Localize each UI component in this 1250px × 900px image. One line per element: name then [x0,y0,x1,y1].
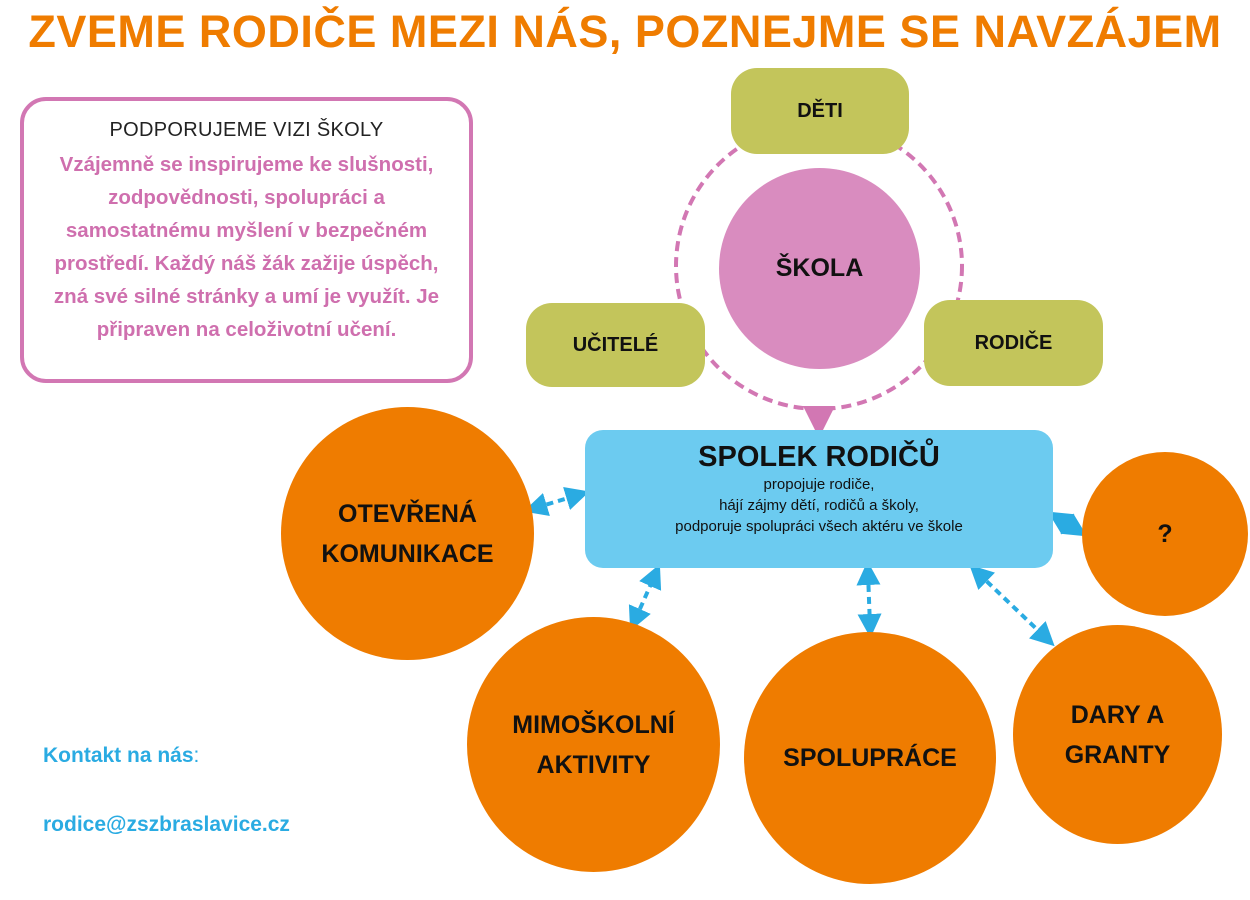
vision-text: Vzájemně se inspirujeme ke slušnosti, zodpovědnosti, spolupráci a samostatnému myšlení v bezpečném prostředí. Každý náš žák zažije úspěch, zná své silné stránky a umí je využít. Je připraven na celoživotní učení. [53,153,440,341]
circle-komunikace [281,407,534,660]
dary-line-1: DARY A [1070,700,1165,729]
spolek-line-3: podporuje spolupráci všech aktéru ve škole [675,518,963,535]
node-ucitele: UČITELÉ [526,303,705,387]
arrow-dary [978,573,1046,638]
komunikace-line-1: OTEVŘENÁ [338,499,477,528]
node-skola: ŠKOLA [719,168,920,369]
circle-spoluprace: SPOLUPRÁCE [744,632,996,884]
contact-label-colon: : [193,744,200,767]
arrow-spoluprace [868,573,870,626]
spolek-line-2: hájí zájmy dětí, rodičů a školy, [719,497,919,514]
circle-dary [1013,625,1222,844]
komunikace-line-2: KOMUNIKACE [321,539,494,568]
vision-box [20,97,473,383]
vision-heading: PODPORUJEME VIZI ŠKOLY [109,119,384,141]
spolek-title: SPOLEK RODIČŮ [698,441,940,473]
circle-aktivity [467,617,720,872]
circle-unknown: ? [1082,452,1248,616]
contact-label-text: Kontakt na nás [43,744,194,767]
arrow-aktivity [635,575,655,620]
spolek-line-1: propojuje rodiče, [763,476,875,493]
dary-line-2: GRANTY [1064,740,1171,769]
node-deti: DĚTI [731,68,909,154]
arrow-komunikace [535,495,578,508]
page-title: ZVEME RODIČE MEZI NÁS, POZNEJME SE NAVZÁJEM [28,6,1222,57]
spolek-box [585,430,1053,568]
contact-label [43,744,199,768]
contact-email-link[interactable]: rodice@zszbraslavice.cz [43,813,290,836]
node-rodice: RODIČE [924,300,1103,386]
arrow-unknown [1058,518,1077,530]
aktivity-line-1: MIMOŠKOLNÍ [512,710,675,739]
aktivity-line-2: AKTIVITY [536,750,651,779]
